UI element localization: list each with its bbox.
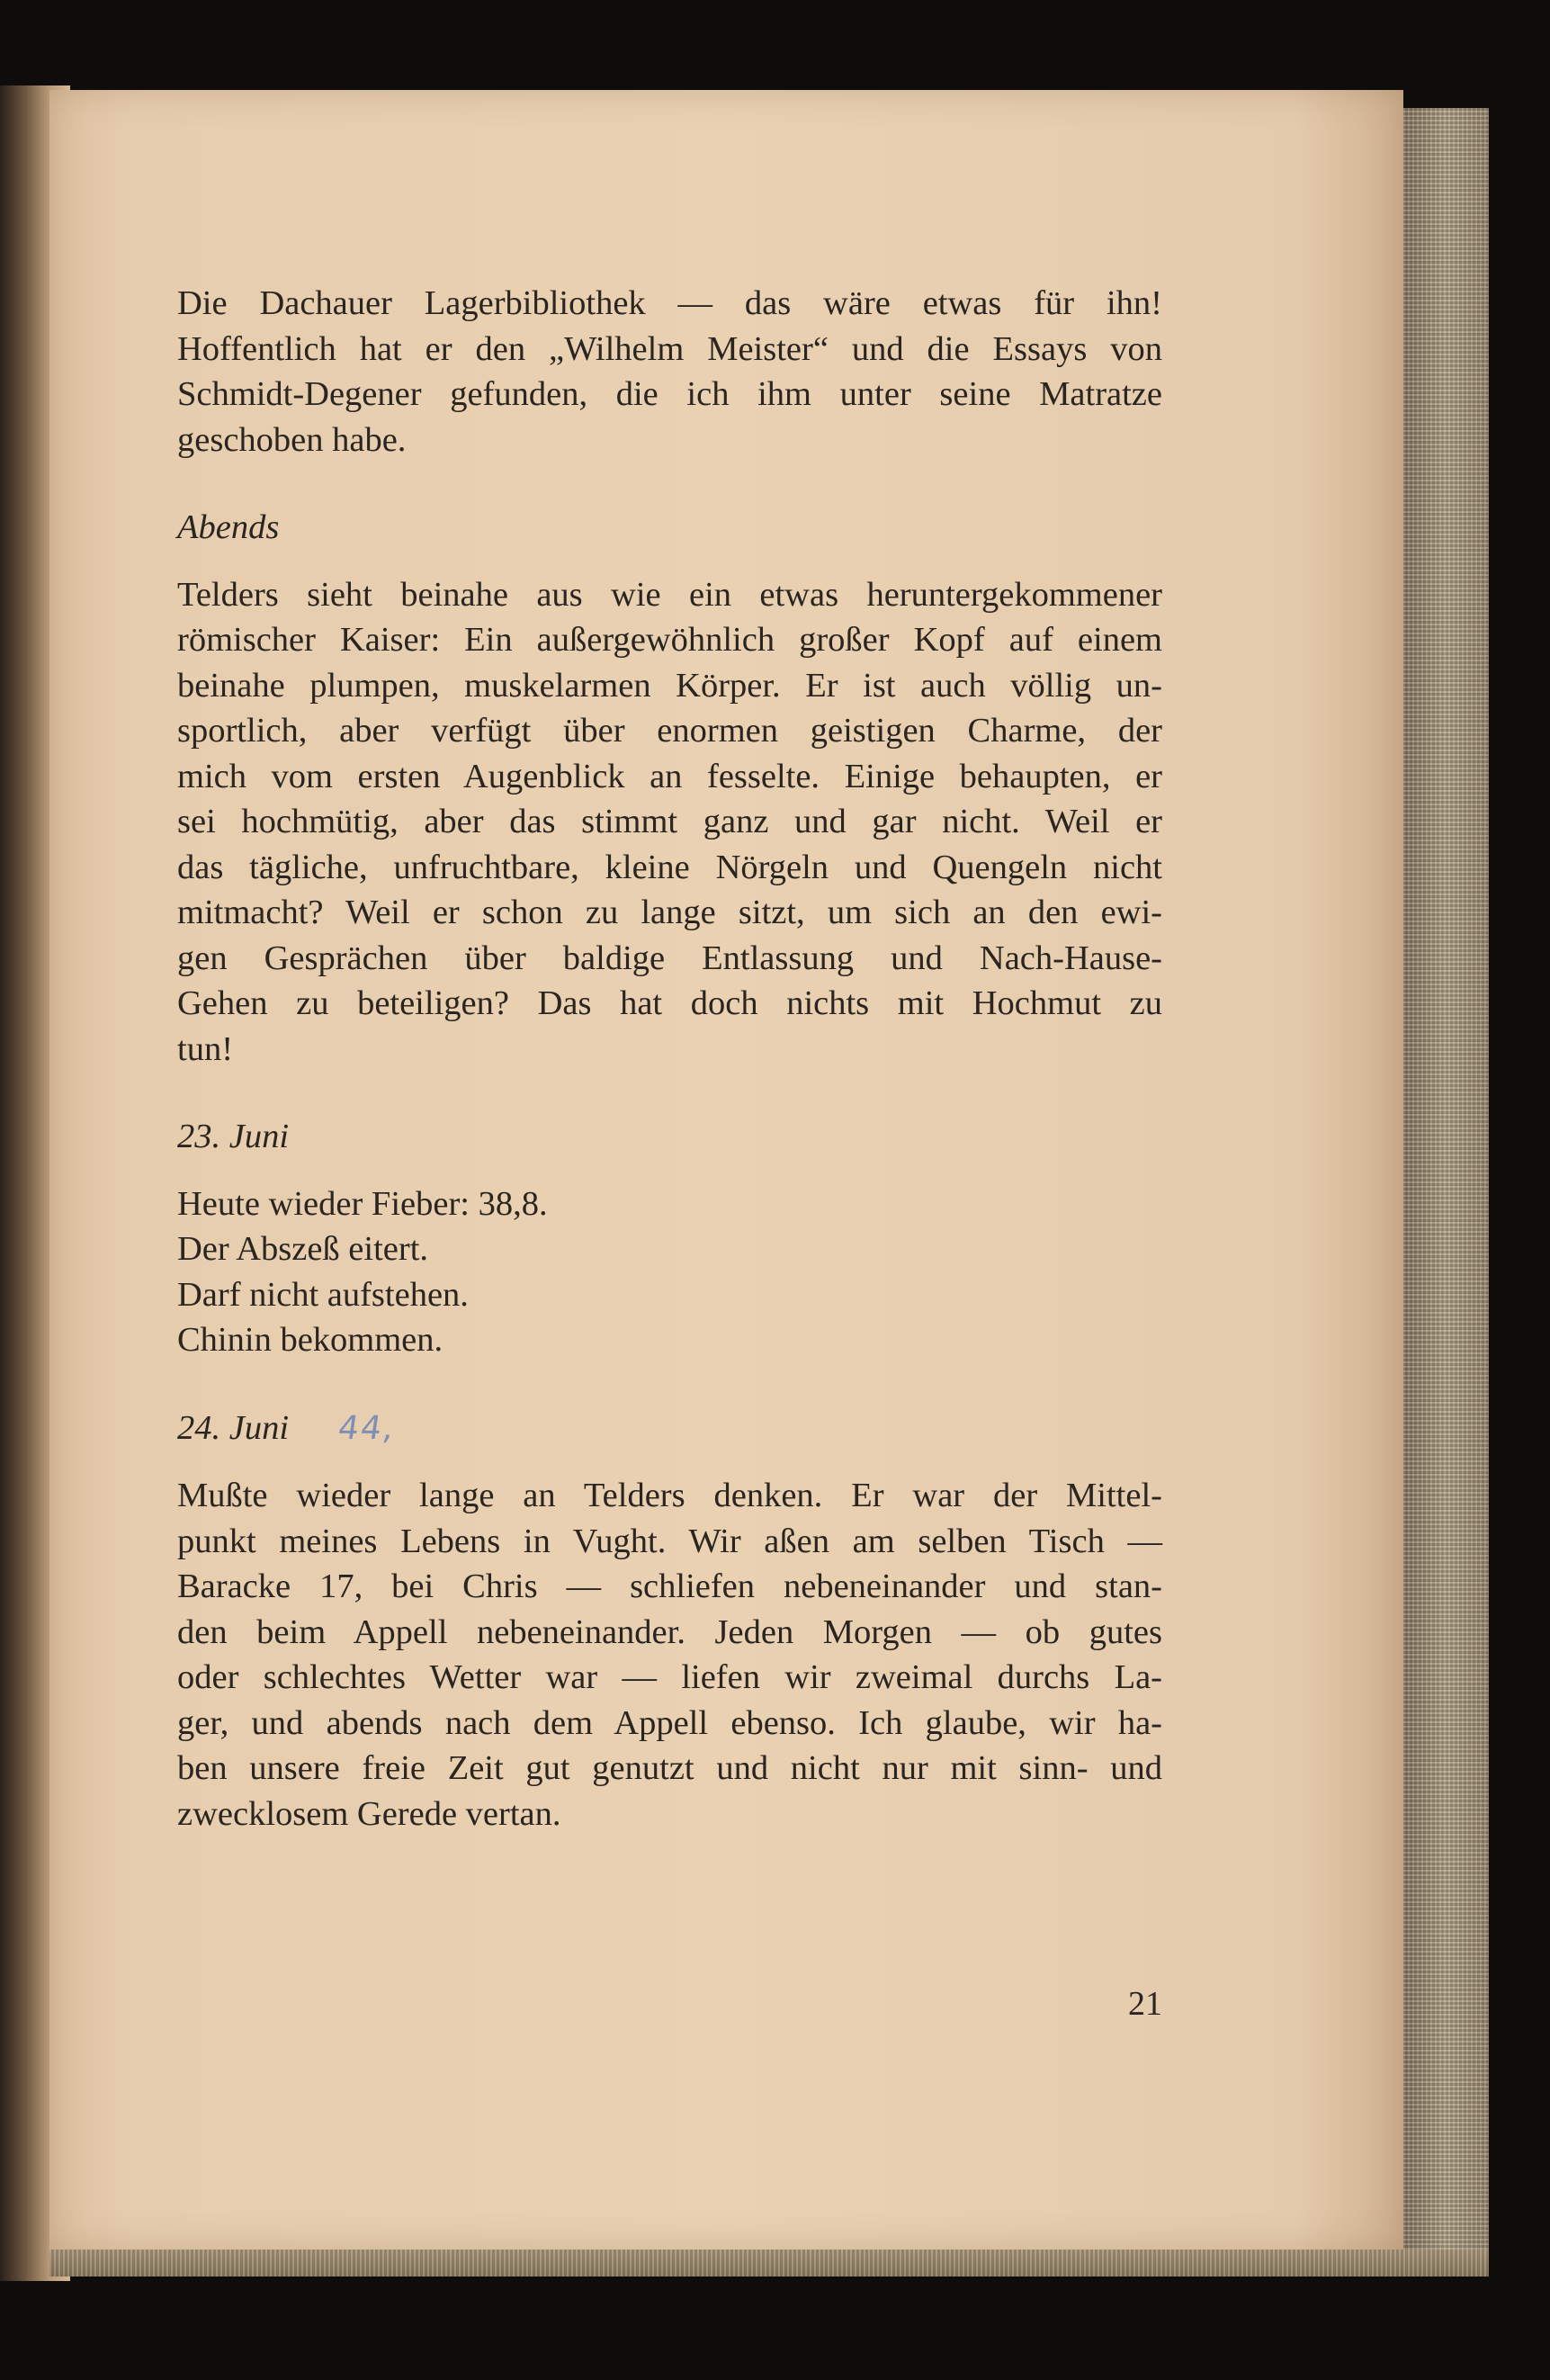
text-line: geschoben habe. xyxy=(177,420,407,459)
diary-entry-fever xyxy=(177,1181,1162,1363)
text-line: das tägliche, unfruchtbare, kleine Nörgeln und Quengeln nicht xyxy=(177,848,1162,886)
text-line: beinahe plumpen, muskelarmen Körper. Er ist auch völlig un- xyxy=(177,666,1162,705)
text-line: Chinin bekommen. xyxy=(177,1321,443,1359)
text-line: Die Dachauer Lagerbibliothek — das wäre etwas für ihn! xyxy=(177,284,1162,322)
book-cover-bottom-edge xyxy=(49,2250,1489,2277)
paragraph-lagerbibliothek xyxy=(177,281,1162,463)
page-text xyxy=(177,281,1162,1837)
paragraph-vught xyxy=(177,1473,1162,1837)
text-line: zwecklosem Gerede vertan. xyxy=(177,1794,561,1833)
text-line: Darf nicht aufstehen. xyxy=(177,1275,469,1314)
text-line: sportlich, aber verfügt über enormen geistigen Charme, der xyxy=(177,712,1162,750)
text-line: mitmacht? Weil er schon zu lange sitzt, um sich an den ewi- xyxy=(177,894,1162,931)
text-line: ben unsere freie Zeit gut genutzt und nicht nur mit sinn- und xyxy=(177,1749,1162,1787)
text-line: mich vom ersten Augenblick an fesselte. Einige behaupten, er xyxy=(177,757,1162,795)
text-line: Heute wieder Fieber: 38,8. xyxy=(177,1184,548,1223)
text-line: punkt meines Lebens in Vught. Wir aßen am selben Tisch — xyxy=(177,1522,1162,1560)
heading-24-juni xyxy=(177,1406,1162,1452)
page-number: 21 xyxy=(1128,1985,1162,2023)
text-line: Mußte wieder lange an Telders denken. Er war der Mittel- xyxy=(177,1477,1162,1514)
text-line: römischer Kaiser: Ein außergewöhnlich großer Kopf auf einem xyxy=(177,621,1162,659)
text-line: Hoffentlich hat er den „Wilhelm Meister“ und die Essays von xyxy=(177,329,1162,368)
text-line: den beim Appell nebeneinander. Jeden Morgen — ob gutes xyxy=(177,1612,1162,1651)
text-line: Telders sieht beinahe aus wie ein etwas heruntergekommener xyxy=(177,575,1162,614)
text-line: ger, und abends nach dem Appell ebenso. Ich glaube, wir ha- xyxy=(177,1703,1162,1742)
text-line: sei hochmütig, aber das stimmt ganz und gar nicht. Weil er xyxy=(177,803,1162,840)
book-cover-edge xyxy=(1403,108,1489,2272)
text-line: oder schlechtes Wetter war — liefen wir zweimal durchs La- xyxy=(177,1658,1162,1696)
text-line: Schmidt-Degener gefunden, die ich ihm unter seine Matratze xyxy=(177,375,1162,413)
text-line: tun! xyxy=(177,1029,234,1068)
heading-abends: Abends xyxy=(177,508,280,546)
heading-24-juni-text: 24. Juni xyxy=(177,1408,290,1447)
text-line: Der Abszeß eitert. xyxy=(177,1230,429,1268)
heading-23-juni: 23. Juni xyxy=(177,1118,290,1155)
handwritten-annotation: 44, xyxy=(336,1409,399,1447)
text-line: gen Gesprächen über baldige Entlassung und Nach-Hause- xyxy=(177,939,1162,977)
paragraph-telders xyxy=(177,572,1162,1073)
text-line: Gehen zu beteiligen? Das hat doch nichts mit Hochmut zu xyxy=(177,984,1162,1022)
text-line: Baracke 17, bei Chris — schliefen nebeneinander und stan- xyxy=(177,1567,1162,1605)
